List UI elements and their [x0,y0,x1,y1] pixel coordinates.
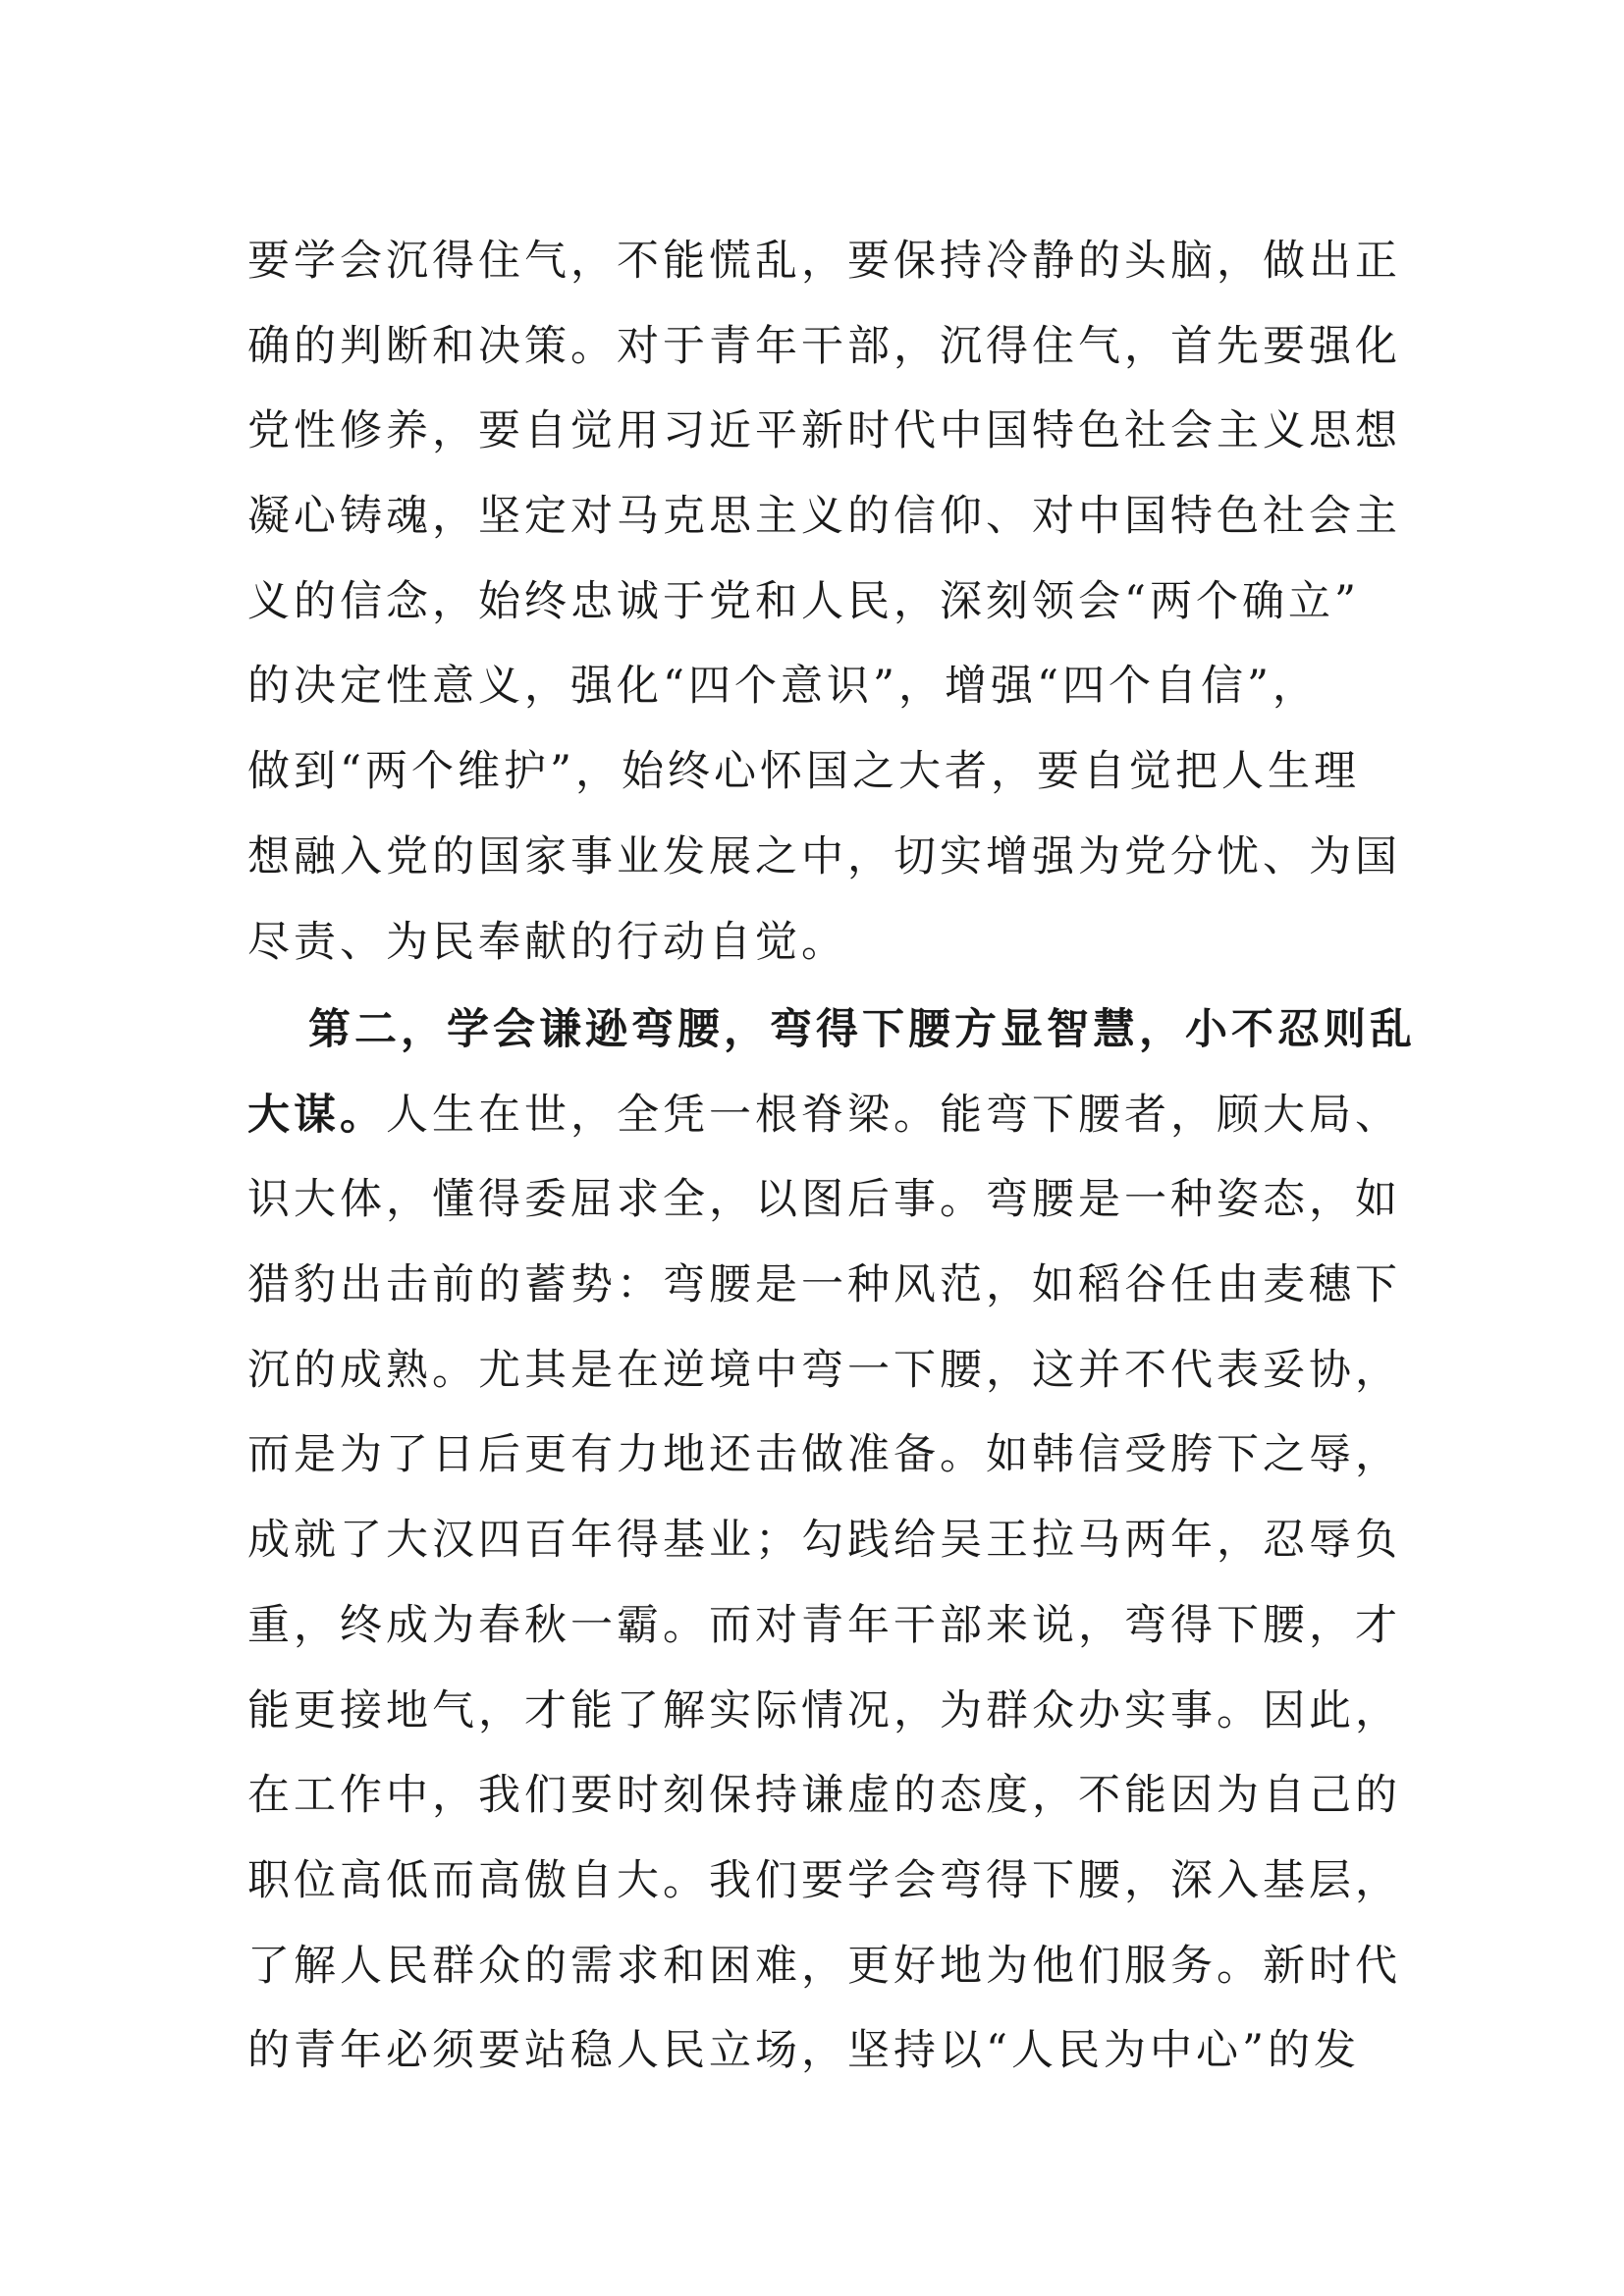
text-line: 义的信念，始终忠诚于党和人民，深刻领会“两个确立” [247,576,1360,626]
text-line: 的决定性意义，强化“四个意识”，增强“四个自信”， [247,662,1319,712]
text-line: 做到“两个维护”，始终心怀国之大者，要自觉把人生理 [247,747,1360,797]
paragraph-2 [247,988,1416,2094]
text-line: 想融入党的国家事业发展之中，切实增强为党分忧、为国 [247,831,1401,881]
text-line: 职位高低而高傲自大。我们要学会弯得下腰，深入基层， [247,1855,1401,1905]
text-line: 了解人民群众的需求和困难，更好地为他们服务。新时代 [247,1941,1401,1991]
text-line: 而是为了日后更有力地还击做准备。如韩信受胯下之辱， [247,1430,1401,1480]
text-line: 成就了大汉四百年得基业；勾践给吴王拉马两年，忍辱负 [247,1516,1401,1566]
text-line: 的青年必须要站稳人民立场，坚持以“人民为中心”的发 [247,2026,1360,2076]
text-line: 尽责、为民奉献的行动自觉。 [247,917,847,967]
heading-tail: 大谋。 [247,1090,386,1140]
text-line: 党性修养，要自觉用习近平新时代中国特色社会主义思想 [247,406,1401,456]
heading-line-rest: 人生在世，全凭一根脊梁。能弯下腰者，顾大局、 [386,1090,1401,1140]
text-line [247,1073,1401,1158]
text-line: 凝心铸魂，坚定对马克思主义的信仰、对中国特色社会主 [247,492,1401,542]
text-line: 猎豹出击前的蓄势：弯腰是一种风范，如稻谷任由麦穗下 [247,1260,1401,1310]
text-line: 确的判断和决策。对于青年干部，沉得住气，首先要强化 [247,321,1401,371]
text-line: 要学会沉得住气，不能慌乱，要保持冷静的头脑，做出正 [247,237,1401,286]
text-line: 能更接地气，才能了解实际情况，为群众办实事。因此， [247,1685,1401,1735]
text-line: 在工作中，我们要时刻保持谦虚的态度，不能因为自己的 [247,1771,1401,1821]
text-line: 识大体，懂得委屈求全，以图后事。弯腰是一种姿态，如 [247,1175,1401,1225]
text-line: 沉的成熟。尤其是在逆境中弯一下腰，这并不代表妥协， [247,1345,1401,1395]
text-line: 重，终成为春秋一霸。而对青年干部来说，弯得下腰，才 [247,1600,1401,1650]
paragraph-1 [247,219,1401,985]
paragraph-heading: 第二，学会谦逊弯腰，弯得下腰方显智慧，小不忍则乱 [308,1005,1416,1054]
